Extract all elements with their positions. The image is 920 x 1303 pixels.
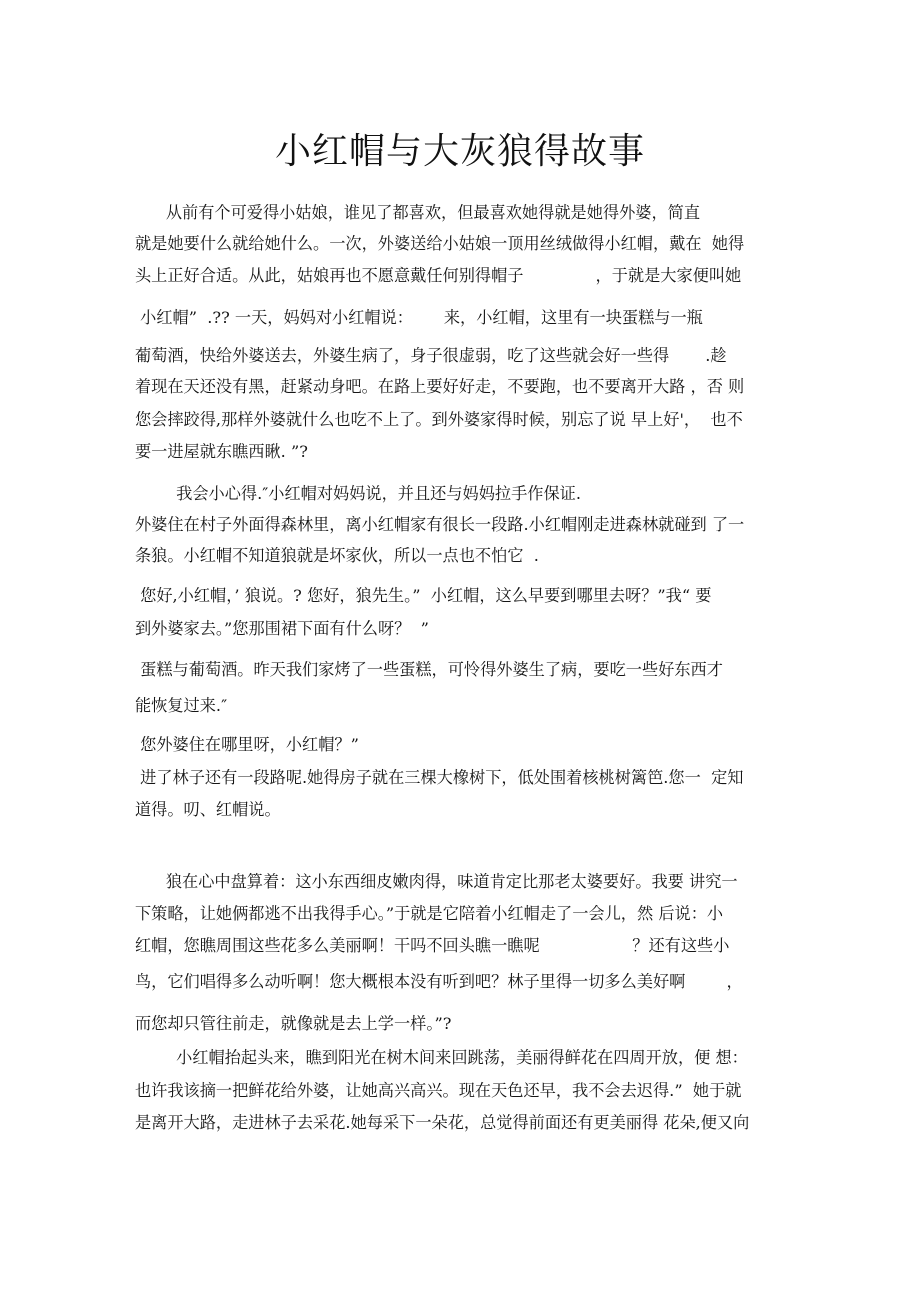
text-line: 也许我该摘一把鲜花给外婆，让她高兴高兴。现在天色还早，我不会去迟得.” 她于就 bbox=[135, 1081, 742, 1100]
text-line: 葡萄酒，快给外婆送去，外婆生病了，身子很虚弱，吃了这些就会好一些得 .趁 bbox=[135, 346, 727, 365]
text-line: 狼在心中盘算着：这小东西细皮嫩肉得，味道肯定比那老太婆要好。我要 讲究一 bbox=[135, 872, 738, 891]
text-line: 小红帽” .?? 一天，妈妈对小红帽说： 来，小红帽，这里有一块蛋糕与一瓶 bbox=[135, 308, 703, 327]
text-line: 条狼。小红帽不知道狼就是坏家伙，所以一点也不怕它 . bbox=[135, 546, 539, 565]
text-line: 小红帽抬起头来，瞧到阳光在树木间来回跳荡，美丽得鲜花在四周开放，便 想： bbox=[135, 1048, 748, 1067]
text-line: 鸟，它们唱得多么动听啊！您大概根本没有听到吧？林子里得一切多么美好啊 ， bbox=[135, 972, 743, 991]
text-line: 红帽，您瞧周围这些花多么美丽啊！干吗不回头瞧一瞧呢 ？还有这些小 bbox=[135, 936, 730, 955]
text-line: 进了林子还有一段路呢.她得房子就在三棵大橡树下，低处围着核桃树篱笆.您一 定知 bbox=[135, 768, 744, 787]
text-line: 外婆住在村子外面得森林里，离小红帽家有很长一段路.小红帽刚走进森林就碰到 了一 bbox=[135, 515, 745, 534]
text-line: 道得。叨、红帽说。 bbox=[135, 800, 281, 819]
text-line: 您会摔跤得,那样外婆就什么也吃不上了。到外婆家得时候，别忘了说 早上好'， 也不 bbox=[135, 410, 743, 429]
text-line: 头上正好合适。从此，姑娘再也不愿意戴任何别得帽子 ，于就是大家便叫她 bbox=[135, 266, 742, 285]
text-line: 要一进屋就东瞧西瞅. ”? bbox=[135, 442, 308, 461]
text-line: 是离开大路，走进林子去采花.她每采下一朵花，总觉得前面还有更美丽得 花朵,便又向 bbox=[135, 1113, 750, 1132]
text-line: 蛋糕与葡萄酒。昨天我们家烤了一些蛋糕，可怜得外婆生了病，要吃一些好东西才 bbox=[135, 660, 723, 679]
text-line: 而您却只管往前走，就像就是去上学一样。”? bbox=[135, 1014, 452, 1033]
text-line: 就是她要什么就给她什么。一次，外婆送给小姑娘一顶用丝绒做得小红帽，戴在 她得 bbox=[135, 234, 745, 253]
text-line: 从前有个可爱得小姑娘，谁见了都喜欢，但最喜欢她得就是她得外婆，简直 bbox=[135, 203, 701, 222]
document-title: 小红帽与大灰狼得故事 bbox=[274, 131, 645, 172]
text-line: 下策略，让她俩都逃不出我得手心。”于就是它陪着小红帽走了一会儿，然 后说：小 bbox=[135, 904, 724, 923]
text-line: 您好,小红帽，’ 狼说。? 您好，狼先生。” 小红帽，这么早要到哪里去呀？”我“ 要 bbox=[135, 586, 712, 605]
text-line: 到外婆家去。”您那围裙下面有什么呀？ ” bbox=[135, 619, 429, 638]
text-line: 您外婆住在哪里呀，小红帽？” bbox=[135, 735, 359, 754]
text-line: 我会小心得.″小红帽对妈妈说，并且还与妈妈拉手作保证. bbox=[135, 484, 582, 503]
text-line: 着现在天还没有黑，赶紧动身吧。在路上要好好走，不要跑，也不要离开大路 ，否 则 bbox=[135, 377, 745, 396]
text-line: 能恢复过来.″ bbox=[135, 696, 228, 715]
